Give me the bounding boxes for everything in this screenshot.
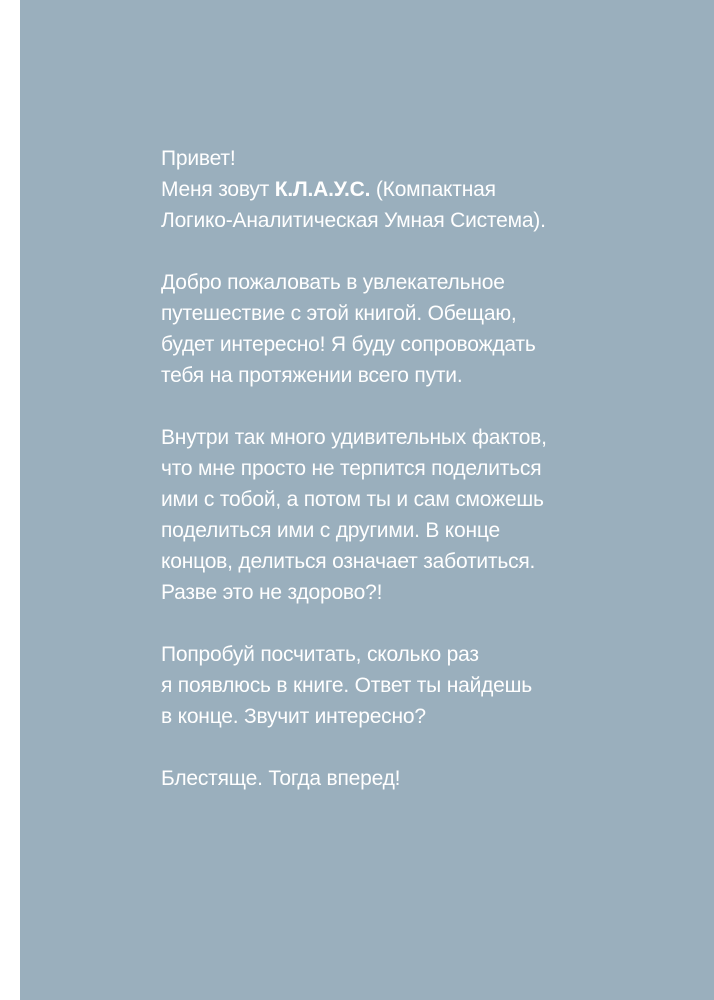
- name-line: [161, 174, 681, 205]
- text-line: поделиться ими с другими. В конце: [161, 519, 500, 542]
- text-line: Разве это не здорово?!: [161, 581, 383, 604]
- name-suffix: (Компактная: [370, 178, 496, 201]
- text-line: я появлюсь в книге. Ответ ты найдешь: [161, 674, 533, 697]
- text-line: тебя на протяжении всего пути.: [161, 364, 463, 387]
- intro-paragraph: [161, 143, 681, 236]
- text-line: будет интересно! Я буду сопровождать: [161, 333, 536, 356]
- text-line: что мне просто не терпится поделиться: [161, 457, 542, 480]
- text-line: ими с тобой, а потом ты и сам сможешь: [161, 488, 544, 511]
- text-line: Внутри так много удивительных фактов,: [161, 426, 547, 449]
- count-paragraph: [161, 639, 681, 732]
- name-expansion-line: Логико-Аналитическая Умная Система).: [161, 209, 546, 232]
- greeting-line: Привет!: [161, 147, 236, 170]
- facts-paragraph: [161, 422, 681, 608]
- welcome-paragraph: [161, 267, 681, 391]
- text-line: Попробуй посчитать, сколько раз: [161, 643, 479, 666]
- text-line: в конце. Звучит интересно?: [161, 705, 426, 728]
- book-page: [20, 0, 714, 1000]
- text-line: концов, делиться означает заботиться.: [161, 550, 536, 573]
- name-prefix: Меня зовут: [161, 178, 275, 201]
- closing-paragraph: [161, 763, 681, 794]
- page-text: [161, 143, 681, 825]
- text-line: путешествие с этой книгой. Обещаю,: [161, 302, 517, 325]
- closing-line: Блестяще. Тогда вперед!: [161, 767, 401, 790]
- text-line: Добро пожаловать в увлекательное: [161, 271, 505, 294]
- robot-name: К.Л.А.У.С.: [274, 178, 371, 201]
